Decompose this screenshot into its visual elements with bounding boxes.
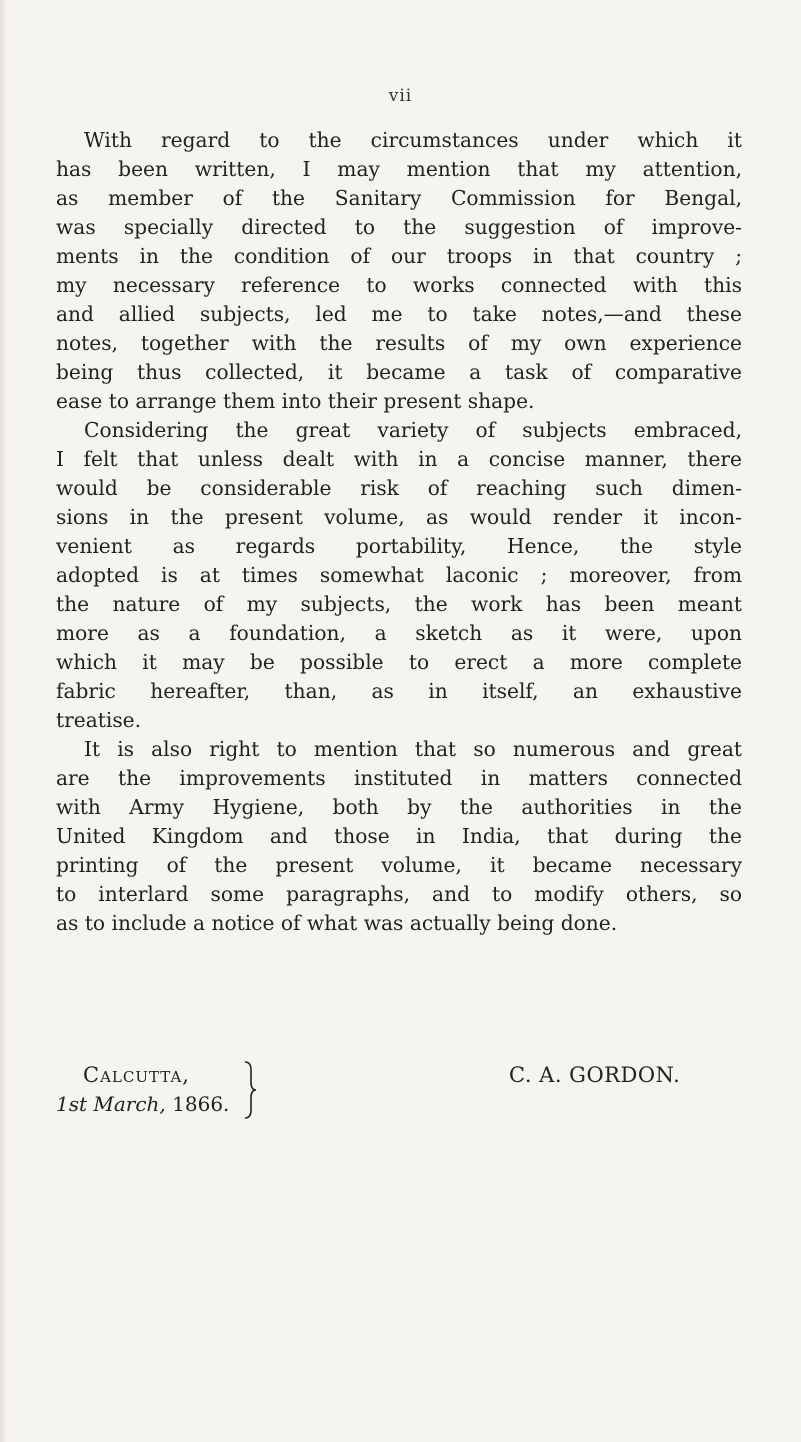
text-line: has been written, I may mention that my attention, [56, 157, 742, 181]
text-line: notes, together with the results of my own experience [56, 331, 742, 355]
text-line: treatise. [56, 708, 142, 732]
text-line: with Army Hygiene, both by the authorities in the [56, 795, 742, 819]
text-line: fabric hereafter, than, as in itself, an exhaustive [56, 679, 742, 703]
signature-date-year: 1866. [172, 1092, 230, 1116]
text-line: United Kingdom and those in India, that during the [56, 824, 742, 848]
text-line: more as a foundation, a sketch as it were, upon [56, 621, 742, 645]
text-line: as member of the Sanitary Commission for Bengal, [56, 186, 742, 210]
text-line: was specially directed to the suggestion of improve- [56, 215, 742, 239]
text-line: venient as regards portability, Hence, the style [56, 534, 742, 558]
text-line: are the improvements instituted in matters connected [56, 766, 742, 790]
signature-date [56, 1092, 229, 1116]
text-line: sions in the present volume, as would render it incon- [56, 505, 742, 529]
text-line: printing of the present volume, it became necessary [56, 853, 742, 877]
text-line: With regard to the circumstances under which it [84, 128, 742, 152]
text-line: I felt that unless dealt with in a concise manner, there [56, 447, 742, 471]
text-line: It is also right to mention that so numerous and great [84, 737, 742, 761]
signature-place: Calcutta, [83, 1063, 190, 1087]
text-line: the nature of my subjects, the work has been meant [56, 592, 742, 616]
text-line: ments in the condition of our troops in that country ; [56, 244, 742, 268]
text-line: ease to arrange them into their present shape. [56, 389, 535, 413]
signature-date-day: 1st [56, 1092, 88, 1116]
curly-brace-icon [243, 1060, 257, 1120]
text-line: Considering the great variety of subjects embraced, [84, 418, 742, 442]
text-line: my necessary reference to works connected with this [56, 273, 742, 297]
text-line: as to include a notice of what was actually being done. [56, 911, 618, 935]
text-line: which it may be possible to erect a more complete [56, 650, 742, 674]
text-line: to interlard some paragraphs, and to modify others, so [56, 882, 742, 906]
text-line: would be considerable risk of reaching such dimen- [56, 476, 742, 500]
page-number: vii [388, 86, 413, 106]
text-line: and allied subjects, led me to take notes,—and these [56, 302, 742, 326]
page-edge-shadow [0, 0, 8, 1442]
text-line: being thus collected, it became a task of comparative [56, 360, 742, 384]
signature-date-month: March, [93, 1092, 166, 1116]
author-name: C. A. GORDON. [509, 1063, 681, 1087]
text-line: adopted is at times somewhat laconic ; moreover, from [56, 563, 742, 587]
